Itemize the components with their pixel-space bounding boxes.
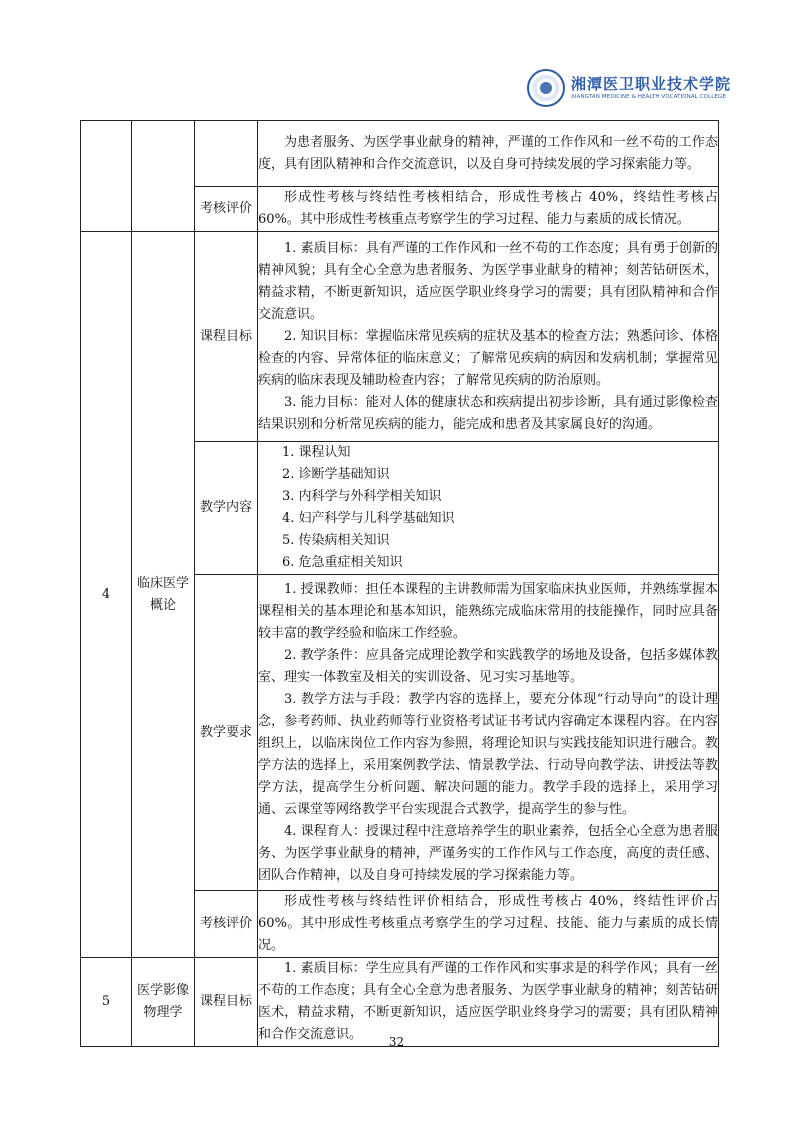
goal-label: 课程目标 [195,958,258,1047]
goal-label: 课程目标 [195,232,258,442]
requirement-item: 1. 授课教师：担任本课程的主讲教师需为国家临床执业医师，并熟练掌握本课程相关的基本理论和基本知识，能熟练完成临床常用的技能操作，同时应具备较丰富的教学经验和临床工作经验。 [258,581,718,641]
goal-item: 2. 知识目标：掌握临床常见疾病的症状及基本的检查方法；熟悉问诊、体格检查的内容、异常体征的临床意义；了解常见疾病的病因和发病机制；掌握常见疾病的临床表现及辅助检查内容；了解常见疾病的防治原则。 [258,328,718,388]
college-logo [527,66,737,110]
logo-text [571,75,731,101]
list-item: 4. 妇产科学与儿科学基础知识 [282,511,455,526]
course-name: 临床医学概论 [132,232,195,958]
list-item: 3. 内科学与外科学相关知识 [282,489,442,504]
table-row [81,958,719,1047]
content-label: 教学内容 [195,442,258,575]
assess-text: 形成性考核与终结性评价相结合，形成性考核占 40%，终结性评价占 60%。其中形成性考核重点考察学生的学习过程、技能、能力与素质的成长情况。 [258,891,719,958]
assess-label: 考核评价 [195,187,258,232]
course-number-cell [81,121,132,232]
course-number: 5 [81,958,132,1047]
requirement-item: 2. 教学条件：应具备完成理论教学和实践教学的场地及设备，包括多媒体教 室、理实一体教室及相关的实训设备、见习实习基地等。 [258,647,718,685]
requirement-cell [258,575,719,891]
college-seal-icon [527,69,565,107]
requirement-item: 3. 教学方法与手段：教学内容的选择上，要充分体现“行动导向”的设计理念，参考药师、执业药师等行业资格考试证书考试内容确定本课程内容。在内容组织上，以临床岗位工作内容为参照，将理论知识与实践技能知识进行融合。教学方法的选择上，采用案例教学法、情景教学法、行动导向教学法、讲授法等教学方法，提高学生分析问题、解决问题的能力。教学手段的选择上，采用学习通、云课堂等网络教学平台实现混合式教学，提高学生的参与性。 [258,691,718,817]
requirement-item: 4. 课程育人：授课过程中注意培养学生的职业素养，包括全心全意为患者服 务、为医学事业献身的精神，严谨务实的工作作风与工作态度，高度的责任感、团队合作精神，以及自身可持续发展的学习探索能力等。 [258,823,718,883]
goal-text: 1. 素质目标：学生应具有严谨的工作作风和实事求是的科学作风；具有一丝不苟的工作态度；具有全心全意为患者服务、为医学事业献身的精神；刻苦钻研医术，精益求精，不断更新知识，适应医学职业终身学习的需要；具有团队精神和合作交流意识。 [258,958,719,1047]
table-row [81,121,719,187]
list-item: 2. 诊断学基础知识 [282,467,390,482]
goal-text-continued: 为患者服务、为医学事业献身的精神，严谨的工作作风和一丝不苟的工作态度，具有团队精神和合作交流意识，以及自身可持续发展的学习探索能力等。 [258,121,719,187]
goal-item: 3. 能力目标：能对人体的健康状态和疾病提出初步诊断，具有通过影像检查结果识别和分析常见疾病的能力，能完成和患者及其家属良好的沟通。 [258,394,718,432]
page-number: 32 [388,1035,405,1049]
content-cell [258,442,719,575]
course-number: 4 [81,232,132,958]
list-item: 6. 危急重症相关知识 [282,555,403,570]
requirement-label: 教学要求 [195,575,258,891]
logo-english-name: XIANGTAN MEDICINE & HEALTH VOCATIONAL COLLEGE [571,94,726,100]
course-table [80,120,719,1047]
list-item: 1. 课程认知 [282,445,351,460]
list-item: 5. 传染病相关知识 [282,533,390,548]
course-name-cell [132,121,195,232]
table-row [81,232,719,442]
assess-label: 考核评价 [195,891,258,958]
category-cell [195,121,258,187]
goal-cell [258,232,719,442]
course-name: 医学影像物理学 [132,958,195,1047]
logo-chinese-name: 湘潭医卫职业技术学院 [571,75,732,93]
assess-text: 形成性考核与终结性考核相结合，形成性考核占 40%，终结性考核占 60%。其中形成性考核重点考察学生的学习过程、能力与素质的成长情况。 [258,187,719,232]
goal-item: 1. 素质目标：具有严谨的工作作风和一丝不苟的工作态度；具有勇于创新的精神风貌；具有全心全意为患者服务、为医学事业献身的精神；刻苦钻研医术，精益求精，不断更新知识，适应医学职业终身学习的需要；具有团队精神和合作交流意识。 [258,240,718,322]
